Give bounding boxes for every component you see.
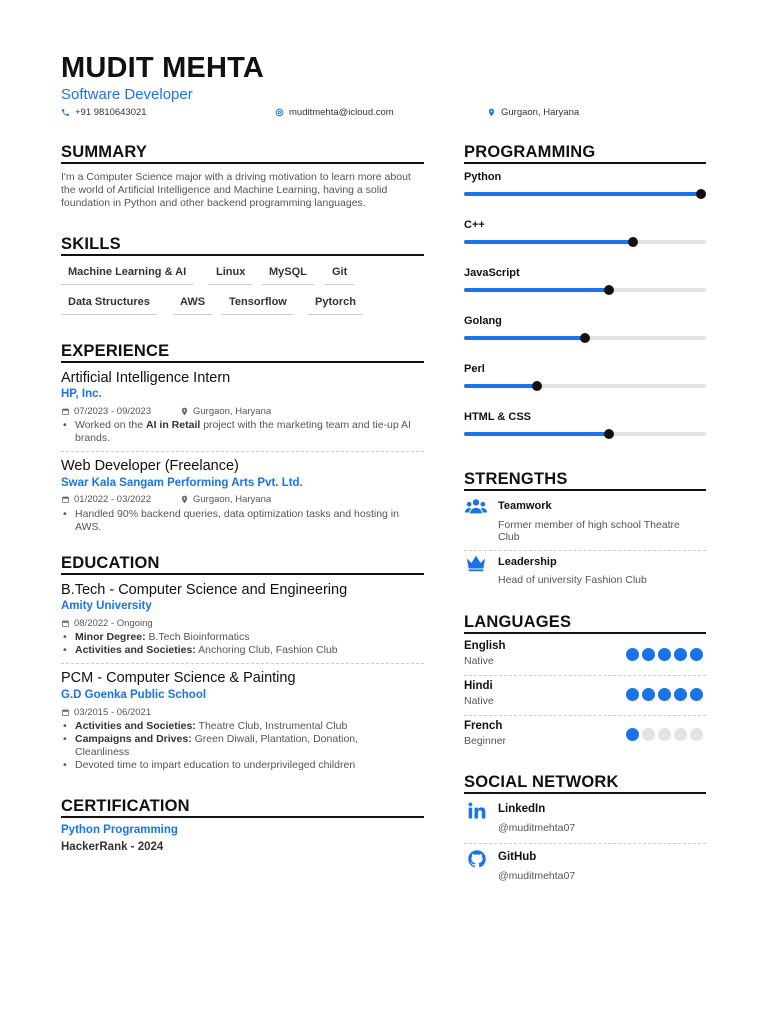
- job-location: [180, 406, 271, 417]
- location-pin-icon: [180, 495, 189, 504]
- resume-name: MUDIT MEHTA: [61, 52, 265, 84]
- certification-heading: CERTIFICATION: [61, 797, 190, 815]
- language-rating: [626, 728, 703, 741]
- skill-bar-knob: [628, 237, 638, 247]
- entry-divider: [61, 663, 424, 664]
- rating-dot: [626, 728, 639, 741]
- language-level: Native: [464, 695, 494, 707]
- certification-issuer: HackerRank - 2024: [61, 841, 164, 853]
- programming-skill-name: C++: [464, 219, 485, 231]
- skill-bar-track: [464, 240, 706, 244]
- school-name: Amity University: [61, 600, 152, 612]
- skill-bar-fill: [464, 240, 633, 244]
- language-name: Hindi: [464, 680, 493, 692]
- phone-text: +91 9810643021: [75, 107, 147, 118]
- job-location: [180, 494, 271, 505]
- edu-bullet: • Minor Degree: B.Tech Bioinformatics: [61, 631, 423, 644]
- skill-bar-fill: [464, 432, 609, 436]
- email-text: muditmehta@icloud.com: [289, 107, 394, 118]
- skill-bar-knob: [604, 285, 614, 295]
- linkedin-icon[interactable]: [467, 801, 487, 821]
- linkedin-handle[interactable]: @muditmehta07: [498, 822, 576, 834]
- job-bullets: [61, 419, 421, 445]
- linkedin-label[interactable]: LinkedIn: [498, 803, 546, 815]
- school-name: G.D Goenka Public School: [61, 689, 207, 701]
- job-bullet: • Worked on the AI in Retail project with the marketing team and tie-up AI brands.: [61, 419, 421, 445]
- rating-dot: [626, 688, 639, 701]
- skill-bar-knob: [580, 333, 590, 343]
- job-dates: [61, 494, 151, 505]
- entry-divider: [61, 451, 424, 452]
- github-label[interactable]: GitHub: [498, 851, 537, 863]
- skill-bar-track: [464, 384, 706, 388]
- entry-divider: [464, 550, 706, 551]
- education-rule: [61, 573, 424, 575]
- rating-dot: [690, 688, 703, 701]
- languages-heading: LANGUAGES: [464, 613, 572, 631]
- skill-tag: MySQL: [262, 266, 314, 285]
- rating-dot: [674, 648, 687, 661]
- skill-bar-knob: [532, 381, 542, 391]
- programming-skill-name: Golang: [464, 315, 502, 327]
- rating-dot: [642, 688, 655, 701]
- edu-bullets: [61, 720, 391, 772]
- rating-dot: [642, 728, 655, 741]
- skill-bar-fill: [464, 384, 537, 388]
- strength-title: Teamwork: [498, 500, 552, 512]
- skills-heading: SKILLS: [61, 235, 121, 253]
- language-name: French: [464, 720, 503, 732]
- skill-bar-knob: [604, 429, 614, 439]
- language-level: Native: [464, 655, 494, 667]
- skill-tag: Linux: [209, 266, 252, 285]
- summary-rule: [61, 162, 424, 164]
- edu-bullets: [61, 631, 423, 657]
- calendar-icon: [61, 708, 70, 717]
- summary-text: I'm a Computer Science major with a driving motivation to learn more about the world of Artificial Intelligence and Machine Learning, having a solid foundation in Python and other backend programming languages.: [61, 171, 411, 209]
- phone-icon: [61, 108, 70, 117]
- programming-skill-name: JavaScript: [464, 267, 520, 279]
- job-title: Artificial Intelligence Intern: [61, 370, 231, 386]
- edu-dates: [61, 707, 151, 718]
- skill-bar-track: [464, 336, 706, 340]
- phone-contact[interactable]: [61, 107, 147, 118]
- programming-rule: [464, 162, 706, 164]
- programming-skill-name: HTML & CSS: [464, 411, 532, 423]
- skill-tag: AWS: [173, 296, 212, 315]
- resume-role: Software Developer: [61, 86, 193, 103]
- strength-desc: Head of university Fashion Club: [498, 574, 647, 586]
- job-bullet: • Handled 90% backend queries, data optimization tasks and hosting in AWS.: [61, 508, 423, 534]
- job-company: Swar Kala Sangam Performing Arts Pvt. Ltd.: [61, 477, 303, 489]
- skill-tag: Git: [325, 266, 354, 285]
- degree-title: B.Tech - Computer Science and Engineering: [61, 582, 348, 598]
- language-name: English: [464, 640, 506, 652]
- skill-tag: Data Structures: [61, 296, 157, 315]
- strengths-rule: [464, 489, 706, 491]
- edu-bullet: • Campaigns and Drives: Green Diwali, Plantation, Donation, Cleanliness: [61, 733, 391, 759]
- social-rule: [464, 792, 706, 794]
- location-pin-icon: [180, 407, 189, 416]
- edu-bullet: • Devoted time to impart education to underprivileged children: [61, 759, 391, 772]
- languages-rule: [464, 632, 706, 634]
- rating-dot: [674, 728, 687, 741]
- edu-dates: [61, 618, 153, 629]
- strength-desc: Former member of high school Theatre Club: [498, 519, 680, 543]
- skills-rule: [61, 254, 424, 256]
- job-dates: [61, 406, 151, 417]
- calendar-icon: [61, 495, 70, 504]
- rating-dot: [674, 688, 687, 701]
- rating-dot: [658, 728, 671, 741]
- skill-tag: Pytorch: [308, 296, 363, 315]
- skill-bar-track: [464, 192, 706, 196]
- rating-dot: [642, 648, 655, 661]
- rating-dot: [658, 648, 671, 661]
- skill-bar-fill: [464, 336, 585, 340]
- job-title: Web Developer (Freelance): [61, 458, 239, 474]
- skill-tag: Machine Learning & AI: [61, 266, 193, 285]
- certification-name: Python Programming: [61, 824, 178, 836]
- language-rating: [626, 688, 703, 701]
- github-handle[interactable]: @muditmehta07: [498, 870, 576, 882]
- language-rating: [626, 648, 703, 661]
- email-contact[interactable]: [275, 107, 394, 118]
- language-level: Beginner: [464, 735, 507, 747]
- edu-dates-text: 03/2015 - 06/2021: [74, 707, 152, 718]
- strengths-heading: STRENGTHS: [464, 470, 568, 488]
- crown-icon: [465, 553, 487, 573]
- skill-bar-track: [464, 288, 706, 292]
- calendar-icon: [61, 619, 70, 628]
- programming-heading: PROGRAMMING: [464, 143, 596, 161]
- location-text: Gurgaon, Haryana: [501, 107, 580, 118]
- education-heading: EDUCATION: [61, 554, 160, 572]
- programming-skill-name: Python: [464, 171, 502, 183]
- edu-dates-text: 08/2022 - Ongoing: [74, 618, 153, 629]
- job-bullets: [61, 508, 423, 534]
- edu-bullet: • Activities and Societies: Anchoring Club, Fashion Club: [61, 644, 423, 657]
- edu-bullet: • Activities and Societies: Theatre Club, Instrumental Club: [61, 720, 391, 733]
- calendar-icon: [61, 407, 70, 416]
- certification-rule: [61, 816, 424, 818]
- skill-bar-knob: [696, 189, 706, 199]
- job-location-text: Gurgaon, Haryana: [193, 406, 272, 417]
- location-pin-icon: [487, 108, 496, 117]
- job-dates-text: 07/2023 - 09/2023: [74, 406, 152, 417]
- entry-divider: [464, 843, 706, 844]
- rating-dot: [690, 648, 703, 661]
- summary-heading: SUMMARY: [61, 143, 148, 161]
- at-icon: [275, 108, 284, 117]
- job-company: HP, Inc.: [61, 388, 102, 400]
- job-location-text: Gurgaon, Haryana: [193, 494, 272, 505]
- programming-skill-name: Perl: [464, 363, 485, 375]
- github-icon[interactable]: [467, 849, 487, 869]
- skill-tag: Tensorflow: [222, 296, 294, 315]
- rating-dot: [658, 688, 671, 701]
- location-contact: [487, 107, 579, 118]
- skill-bar-track: [464, 432, 706, 436]
- degree-title: PCM - Computer Science & Painting: [61, 670, 296, 686]
- experience-heading: EXPERIENCE: [61, 342, 170, 360]
- users-icon: [465, 497, 487, 517]
- skill-bar-fill: [464, 288, 609, 292]
- rating-dot: [626, 648, 639, 661]
- strength-title: Leadership: [498, 556, 557, 568]
- entry-divider: [464, 675, 706, 676]
- rating-dot: [690, 728, 703, 741]
- job-dates-text: 01/2022 - 03/2022: [74, 494, 152, 505]
- skill-bar-fill: [464, 192, 706, 196]
- entry-divider: [464, 715, 706, 716]
- social-heading: SOCIAL NETWORK: [464, 773, 619, 791]
- experience-rule: [61, 361, 424, 363]
